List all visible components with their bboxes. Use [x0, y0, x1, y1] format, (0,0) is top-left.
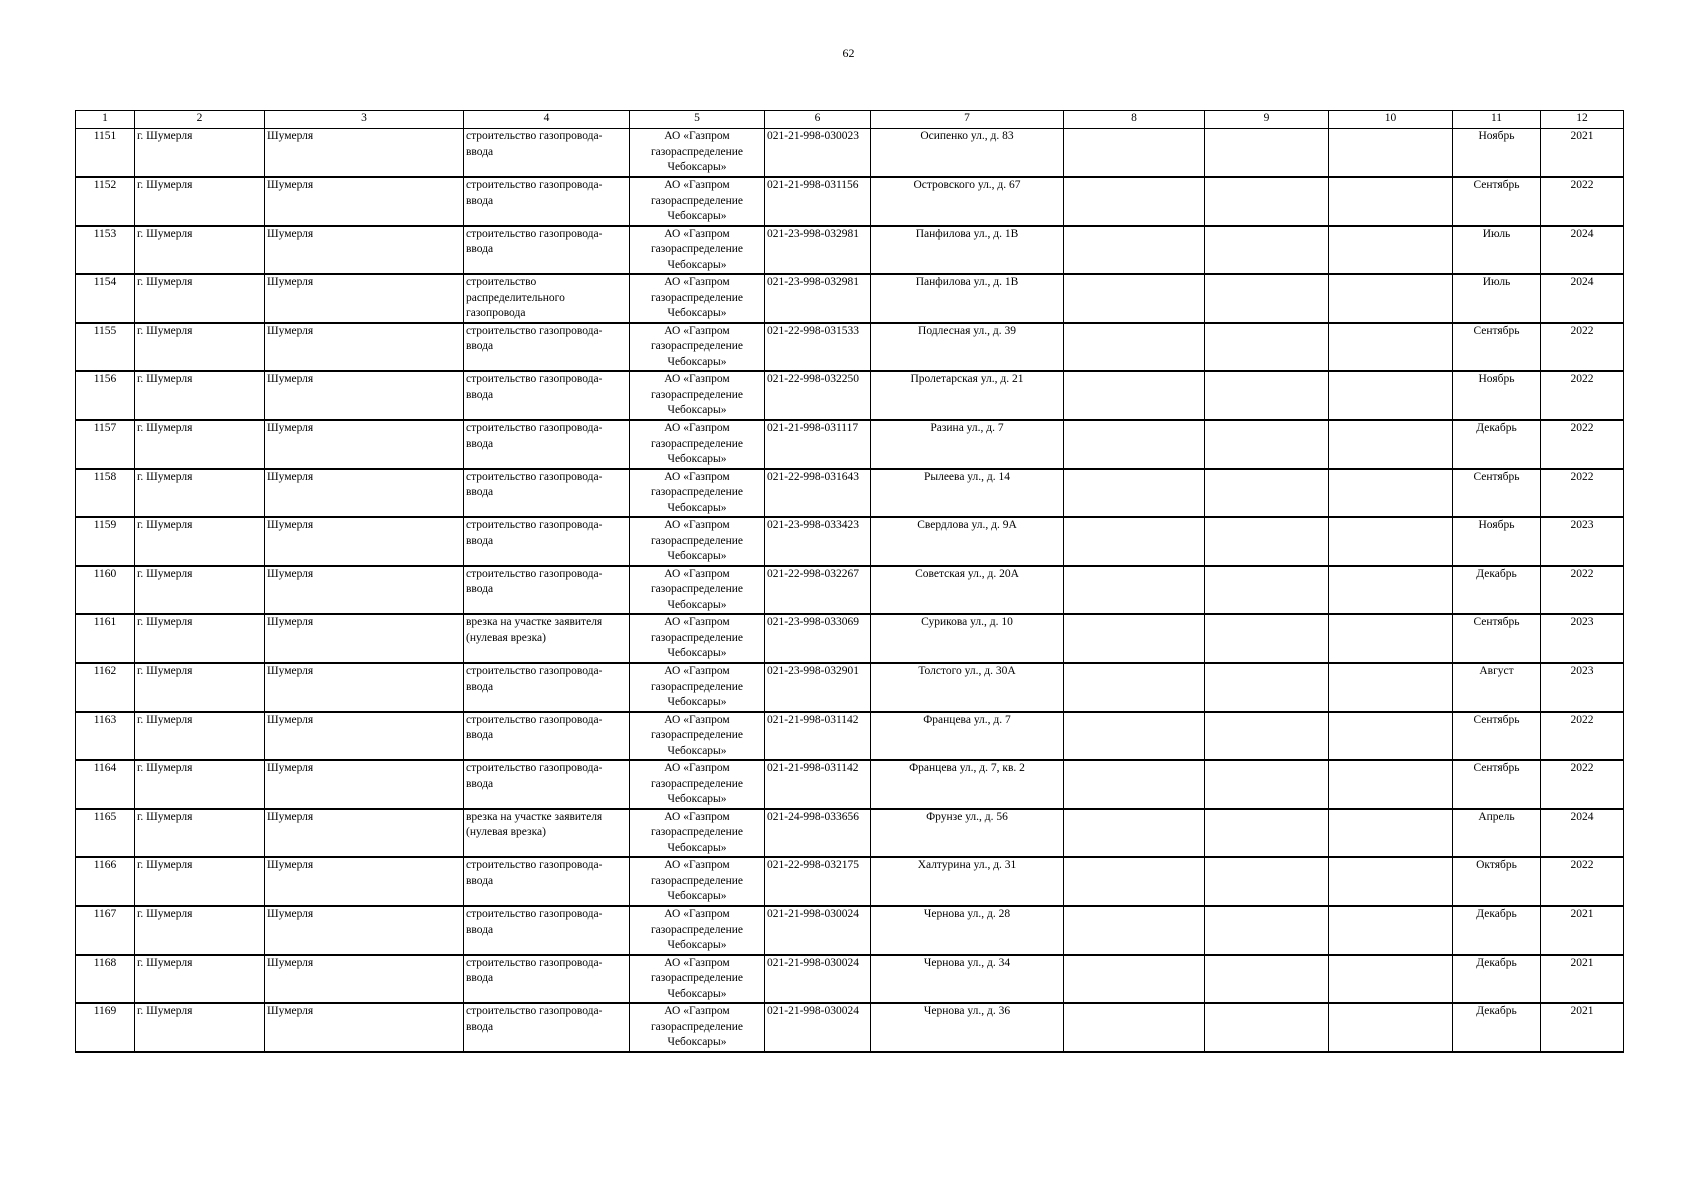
table-row [76, 906, 1624, 955]
application-code-cell: 021-21-998-031156 [765, 177, 871, 226]
year-cell: 2022 [1541, 566, 1624, 615]
column-header: 10 [1329, 111, 1453, 129]
year-cell: 2022 [1541, 712, 1624, 761]
organization-cell: АО «Газпром газораспределение Чебоксары» [630, 323, 765, 372]
table-row [76, 177, 1624, 226]
application-code-cell: 021-23-998-033423 [765, 517, 871, 566]
column-header: 4 [464, 111, 630, 129]
year-cell: 2022 [1541, 420, 1624, 469]
column-9-cell [1205, 906, 1329, 955]
column-header: 11 [1453, 111, 1541, 129]
row-number-cell: 1153 [76, 226, 135, 275]
year-cell: 2024 [1541, 226, 1624, 275]
work-type-cell: строительство распределительного газопровода [464, 274, 630, 323]
application-code-cell: 021-21-998-031142 [765, 760, 871, 809]
column-8-cell [1064, 420, 1205, 469]
column-10-cell [1329, 274, 1453, 323]
table-row [76, 857, 1624, 906]
work-type-cell: строительство газопровода-ввода [464, 469, 630, 518]
column-10-cell [1329, 420, 1453, 469]
work-type-cell: строительство газопровода-ввода [464, 663, 630, 712]
year-cell: 2023 [1541, 614, 1624, 663]
column-8-cell [1064, 371, 1205, 420]
column-8-cell [1064, 955, 1205, 1004]
municipality-cell: Шумерля [265, 663, 464, 712]
column-10-cell [1329, 955, 1453, 1004]
address-cell: Рылеева ул., д. 14 [871, 469, 1064, 518]
application-code-cell: 021-22-998-031533 [765, 323, 871, 372]
year-cell: 2023 [1541, 517, 1624, 566]
table-row [76, 129, 1624, 178]
work-type-cell: строительство газопровода-ввода [464, 323, 630, 372]
application-code-cell: 021-23-998-032981 [765, 226, 871, 275]
city-cell: г. Шумерля [135, 614, 265, 663]
municipality-cell: Шумерля [265, 469, 464, 518]
work-type-cell: строительство газопровода-ввода [464, 712, 630, 761]
city-cell: г. Шумерля [135, 371, 265, 420]
organization-cell: АО «Газпром газораспределение Чебоксары» [630, 469, 765, 518]
row-number-cell: 1169 [76, 1003, 135, 1052]
table-row [76, 955, 1624, 1004]
city-cell: г. Шумерля [135, 712, 265, 761]
city-cell: г. Шумерля [135, 760, 265, 809]
address-cell: Толстого ул., д. 30А [871, 663, 1064, 712]
column-9-cell [1205, 323, 1329, 372]
application-code-cell: 021-21-998-031117 [765, 420, 871, 469]
organization-cell: АО «Газпром газораспределение Чебоксары» [630, 177, 765, 226]
column-10-cell [1329, 760, 1453, 809]
column-header: 12 [1541, 111, 1624, 129]
city-cell: г. Шумерля [135, 469, 265, 518]
column-8-cell [1064, 566, 1205, 615]
organization-cell: АО «Газпром газораспределение Чебоксары» [630, 955, 765, 1004]
column-9-cell [1205, 469, 1329, 518]
column-8-cell [1064, 469, 1205, 518]
column-9-cell [1205, 517, 1329, 566]
table-row [76, 1003, 1624, 1052]
municipality-cell: Шумерля [265, 955, 464, 1004]
organization-cell: АО «Газпром газораспределение Чебоксары» [630, 663, 765, 712]
year-cell: 2021 [1541, 955, 1624, 1004]
address-cell: Францева ул., д. 7 [871, 712, 1064, 761]
work-type-cell: строительство газопровода-ввода [464, 517, 630, 566]
column-8-cell [1064, 857, 1205, 906]
month-cell: Апрель [1453, 809, 1541, 858]
city-cell: г. Шумерля [135, 663, 265, 712]
organization-cell: АО «Газпром газораспределение Чебоксары» [630, 566, 765, 615]
column-9-cell [1205, 226, 1329, 275]
municipality-cell: Шумерля [265, 566, 464, 615]
row-number-cell: 1158 [76, 469, 135, 518]
month-cell: Декабрь [1453, 420, 1541, 469]
municipality-cell: Шумерля [265, 420, 464, 469]
page-number: 62 [842, 46, 855, 60]
column-10-cell [1329, 566, 1453, 615]
column-9-cell [1205, 712, 1329, 761]
address-cell: Чернова ул., д. 28 [871, 906, 1064, 955]
column-8-cell [1064, 663, 1205, 712]
column-9-cell [1205, 809, 1329, 858]
work-type-cell: строительство газопровода-ввода [464, 371, 630, 420]
month-cell: Декабрь [1453, 906, 1541, 955]
application-code-cell: 021-24-998-033656 [765, 809, 871, 858]
city-cell: г. Шумерля [135, 226, 265, 275]
month-cell: Ноябрь [1453, 517, 1541, 566]
month-cell: Сентябрь [1453, 323, 1541, 372]
application-code-cell: 021-21-998-030024 [765, 955, 871, 1004]
work-type-cell: строительство газопровода-ввода [464, 129, 630, 178]
row-number-cell: 1155 [76, 323, 135, 372]
row-number-cell: 1161 [76, 614, 135, 663]
month-cell: Сентябрь [1453, 469, 1541, 518]
municipality-cell: Шумерля [265, 226, 464, 275]
column-9-cell [1205, 274, 1329, 323]
column-8-cell [1064, 323, 1205, 372]
organization-cell: АО «Газпром газораспределение Чебоксары» [630, 857, 765, 906]
work-type-cell: строительство газопровода-ввода [464, 857, 630, 906]
table-row [76, 469, 1624, 518]
column-10-cell [1329, 323, 1453, 372]
row-number-cell: 1154 [76, 274, 135, 323]
year-cell: 2022 [1541, 323, 1624, 372]
city-cell: г. Шумерля [135, 906, 265, 955]
year-cell: 2021 [1541, 906, 1624, 955]
work-type-cell: строительство газопровода-ввода [464, 1003, 630, 1052]
application-code-cell: 021-21-998-030024 [765, 1003, 871, 1052]
city-cell: г. Шумерля [135, 566, 265, 615]
column-10-cell [1329, 712, 1453, 761]
column-number-row [76, 111, 1624, 129]
row-number-cell: 1152 [76, 177, 135, 226]
municipality-cell: Шумерля [265, 371, 464, 420]
application-code-cell: 021-23-998-033069 [765, 614, 871, 663]
column-8-cell [1064, 712, 1205, 761]
city-cell: г. Шумерля [135, 323, 265, 372]
row-number-cell: 1164 [76, 760, 135, 809]
municipality-cell: Шумерля [265, 323, 464, 372]
address-cell: Подлесная ул., д. 39 [871, 323, 1064, 372]
row-number-cell: 1156 [76, 371, 135, 420]
column-8-cell [1064, 129, 1205, 178]
row-number-cell: 1165 [76, 809, 135, 858]
municipality-cell: Шумерля [265, 1003, 464, 1052]
municipality-cell: Шумерля [265, 760, 464, 809]
table-row [76, 760, 1624, 809]
address-cell: Халтурина ул., д. 31 [871, 857, 1064, 906]
application-code-cell: 021-23-998-032981 [765, 274, 871, 323]
work-type-cell: строительство газопровода-ввода [464, 177, 630, 226]
column-9-cell [1205, 420, 1329, 469]
column-9-cell [1205, 614, 1329, 663]
column-10-cell [1329, 469, 1453, 518]
organization-cell: АО «Газпром газораспределение Чебоксары» [630, 614, 765, 663]
column-8-cell [1064, 614, 1205, 663]
address-cell: Чернова ул., д. 36 [871, 1003, 1064, 1052]
municipality-cell: Шумерля [265, 906, 464, 955]
address-cell: Свердлова ул., д. 9А [871, 517, 1064, 566]
work-type-cell: строительство газопровода-ввода [464, 906, 630, 955]
table-row [76, 809, 1624, 858]
row-number-cell: 1151 [76, 129, 135, 178]
column-9-cell [1205, 1003, 1329, 1052]
address-cell: Пролетарская ул., д. 21 [871, 371, 1064, 420]
column-9-cell [1205, 857, 1329, 906]
month-cell: Август [1453, 663, 1541, 712]
city-cell: г. Шумерля [135, 1003, 265, 1052]
organization-cell: АО «Газпром газораспределение Чебоксары» [630, 371, 765, 420]
address-cell: Осипенко ул., д. 83 [871, 129, 1064, 178]
city-cell: г. Шумерля [135, 420, 265, 469]
municipality-cell: Шумерля [265, 129, 464, 178]
month-cell: Сентябрь [1453, 614, 1541, 663]
work-type-cell: врезка на участке заявителя (нулевая врезка) [464, 614, 630, 663]
address-cell: Советская ул., д. 20А [871, 566, 1064, 615]
month-cell: Сентябрь [1453, 712, 1541, 761]
column-10-cell [1329, 129, 1453, 178]
month-cell: Июль [1453, 274, 1541, 323]
month-cell: Октябрь [1453, 857, 1541, 906]
month-cell: Декабрь [1453, 955, 1541, 1004]
table-row [76, 226, 1624, 275]
column-header: 3 [265, 111, 464, 129]
address-cell: Панфилова ул., д. 1В [871, 226, 1064, 275]
table-row [76, 712, 1624, 761]
work-type-cell: строительство газопровода-ввода [464, 566, 630, 615]
row-number-cell: 1167 [76, 906, 135, 955]
column-9-cell [1205, 760, 1329, 809]
column-header: 6 [765, 111, 871, 129]
column-10-cell [1329, 906, 1453, 955]
column-9-cell [1205, 566, 1329, 615]
column-10-cell [1329, 663, 1453, 712]
column-10-cell [1329, 177, 1453, 226]
organization-cell: АО «Газпром газораспределение Чебоксары» [630, 809, 765, 858]
column-10-cell [1329, 614, 1453, 663]
year-cell: 2022 [1541, 857, 1624, 906]
table-row [76, 323, 1624, 372]
month-cell: Декабрь [1453, 566, 1541, 615]
column-10-cell [1329, 857, 1453, 906]
application-code-cell: 021-21-998-030024 [765, 906, 871, 955]
column-10-cell [1329, 517, 1453, 566]
column-10-cell [1329, 809, 1453, 858]
row-number-cell: 1159 [76, 517, 135, 566]
column-10-cell [1329, 371, 1453, 420]
column-header: 5 [630, 111, 765, 129]
row-number-cell: 1157 [76, 420, 135, 469]
city-cell: г. Шумерля [135, 857, 265, 906]
year-cell: 2023 [1541, 663, 1624, 712]
municipality-cell: Шумерля [265, 274, 464, 323]
table-row [76, 614, 1624, 663]
column-9-cell [1205, 371, 1329, 420]
address-cell: Разина ул., д. 7 [871, 420, 1064, 469]
city-cell: г. Шумерля [135, 129, 265, 178]
address-cell: Панфилова ул., д. 1В [871, 274, 1064, 323]
application-code-cell: 021-22-998-032267 [765, 566, 871, 615]
column-header: 8 [1064, 111, 1205, 129]
register-table [75, 110, 1624, 1053]
organization-cell: АО «Газпром газораспределение Чебоксары» [630, 226, 765, 275]
row-number-cell: 1163 [76, 712, 135, 761]
table-row [76, 420, 1624, 469]
row-number-cell: 1160 [76, 566, 135, 615]
row-number-cell: 1162 [76, 663, 135, 712]
column-10-cell [1329, 226, 1453, 275]
year-cell: 2022 [1541, 177, 1624, 226]
year-cell: 2022 [1541, 469, 1624, 518]
column-8-cell [1064, 226, 1205, 275]
column-8-cell [1064, 1003, 1205, 1052]
year-cell: 2024 [1541, 809, 1624, 858]
organization-cell: АО «Газпром газораспределение Чебоксары» [630, 1003, 765, 1052]
column-header: 2 [135, 111, 265, 129]
application-code-cell: 021-23-998-032901 [765, 663, 871, 712]
column-8-cell [1064, 274, 1205, 323]
address-cell: Францева ул., д. 7, кв. 2 [871, 760, 1064, 809]
organization-cell: АО «Газпром газораспределение Чебоксары» [630, 274, 765, 323]
city-cell: г. Шумерля [135, 177, 265, 226]
city-cell: г. Шумерля [135, 955, 265, 1004]
year-cell: 2024 [1541, 274, 1624, 323]
table-row [76, 274, 1624, 323]
month-cell: Сентябрь [1453, 760, 1541, 809]
column-9-cell [1205, 177, 1329, 226]
application-code-cell: 021-22-998-032175 [765, 857, 871, 906]
city-cell: г. Шумерля [135, 274, 265, 323]
organization-cell: АО «Газпром газораспределение Чебоксары» [630, 129, 765, 178]
municipality-cell: Шумерля [265, 809, 464, 858]
table-row [76, 517, 1624, 566]
municipality-cell: Шумерля [265, 177, 464, 226]
municipality-cell: Шумерля [265, 712, 464, 761]
address-cell: Фрунзе ул., д. 56 [871, 809, 1064, 858]
work-type-cell: строительство газопровода-ввода [464, 955, 630, 1004]
column-8-cell [1064, 906, 1205, 955]
table-row [76, 371, 1624, 420]
year-cell: 2022 [1541, 760, 1624, 809]
column-10-cell [1329, 1003, 1453, 1052]
month-cell: Сентябрь [1453, 177, 1541, 226]
column-9-cell [1205, 955, 1329, 1004]
row-number-cell: 1166 [76, 857, 135, 906]
column-header: 7 [871, 111, 1064, 129]
application-code-cell: 021-22-998-032250 [765, 371, 871, 420]
city-cell: г. Шумерля [135, 809, 265, 858]
work-type-cell: врезка на участке заявителя (нулевая врезка) [464, 809, 630, 858]
municipality-cell: Шумерля [265, 517, 464, 566]
year-cell: 2022 [1541, 371, 1624, 420]
month-cell: Ноябрь [1453, 129, 1541, 178]
work-type-cell: строительство газопровода-ввода [464, 226, 630, 275]
table-row [76, 566, 1624, 615]
row-number-cell: 1168 [76, 955, 135, 1004]
organization-cell: АО «Газпром газораспределение Чебоксары» [630, 760, 765, 809]
organization-cell: АО «Газпром газораспределение Чебоксары» [630, 906, 765, 955]
application-code-cell: 021-22-998-031643 [765, 469, 871, 518]
column-9-cell [1205, 129, 1329, 178]
column-8-cell [1064, 809, 1205, 858]
column-9-cell [1205, 663, 1329, 712]
column-8-cell [1064, 517, 1205, 566]
year-cell: 2021 [1541, 129, 1624, 178]
city-cell: г. Шумерля [135, 517, 265, 566]
column-8-cell [1064, 760, 1205, 809]
work-type-cell: строительство газопровода-ввода [464, 420, 630, 469]
month-cell: Ноябрь [1453, 371, 1541, 420]
application-code-cell: 021-21-998-030023 [765, 129, 871, 178]
organization-cell: АО «Газпром газораспределение Чебоксары» [630, 712, 765, 761]
table-row [76, 663, 1624, 712]
month-cell: Декабрь [1453, 1003, 1541, 1052]
organization-cell: АО «Газпром газораспределение Чебоксары» [630, 517, 765, 566]
work-type-cell: строительство газопровода-ввода [464, 760, 630, 809]
month-cell: Июль [1453, 226, 1541, 275]
organization-cell: АО «Газпром газораспределение Чебоксары» [630, 420, 765, 469]
address-cell: Островского ул., д. 67 [871, 177, 1064, 226]
column-8-cell [1064, 177, 1205, 226]
municipality-cell: Шумерля [265, 857, 464, 906]
municipality-cell: Шумерля [265, 614, 464, 663]
application-code-cell: 021-21-998-031142 [765, 712, 871, 761]
year-cell: 2021 [1541, 1003, 1624, 1052]
address-cell: Сурикова ул., д. 10 [871, 614, 1064, 663]
column-header: 1 [76, 111, 135, 129]
column-header: 9 [1205, 111, 1329, 129]
address-cell: Чернова ул., д. 34 [871, 955, 1064, 1004]
